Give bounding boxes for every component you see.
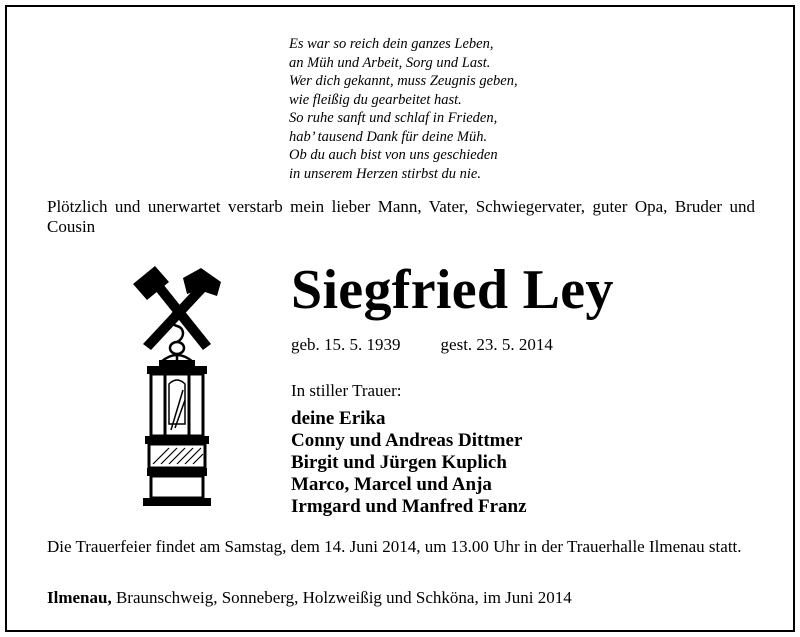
- poem-line: in unserem Herzen stirbst du nie.: [289, 165, 481, 182]
- poem-line: Wer dich gekannt, muss Zeugnis geben,: [289, 73, 518, 89]
- poem-line: Ob du auch bist von uns geschieden: [289, 147, 498, 163]
- poem: [289, 35, 518, 183]
- death-date: gest. 23. 5. 2014: [440, 335, 553, 354]
- place-date-line: [47, 588, 572, 608]
- funeral-notice: Die Trauerfeier findet am Samstag, dem 14. Juni 2014, um 13.00 Uhr in der Trauerhalle Ilmenau statt.: [47, 537, 742, 556]
- mourner-name: Birgit und Jürgen Kuplich: [291, 452, 507, 473]
- poem-line: Es war so reich dein ganzes Leben,: [289, 36, 494, 52]
- intro-text: Plötzlich und unerwartet verstarb mein lieber Mann, Vater, Schwiegervater, guter Opa, Bruder und Cousin: [47, 197, 755, 236]
- mourning-heading: In stiller Trauer:: [291, 381, 402, 400]
- mourner-name: Conny und Andreas Dittmer: [291, 430, 523, 451]
- mourner-name: deine Erika: [291, 408, 386, 429]
- life-dates: [291, 335, 553, 355]
- deceased-name: Siegfried Ley: [291, 259, 614, 321]
- poem-line: wie fleißig du gearbeitet hast.: [289, 91, 462, 108]
- mourner-name: Irmgard und Manfred Franz: [291, 496, 527, 517]
- place-rest: Braunschweig, Sonneberg, Holzweißig und Schköna, im Juni 2014: [115, 588, 572, 607]
- obituary-frame: [5, 5, 795, 632]
- hammer-and-pick-miners-lamp-icon: [125, 260, 229, 508]
- birth-date: geb. 15. 5. 1939: [291, 335, 401, 354]
- mourners-list: [291, 408, 527, 518]
- poem-line: So ruhe sanft und schlaf in Frieden,: [289, 110, 498, 126]
- place-town: Ilmenau,: [47, 588, 112, 607]
- poem-line: hab’ tausend Dank für deine Müh.: [289, 128, 488, 145]
- poem-line: an Müh und Arbeit, Sorg und Last.: [289, 54, 491, 71]
- mourner-name: Marco, Marcel und Anja: [291, 474, 492, 495]
